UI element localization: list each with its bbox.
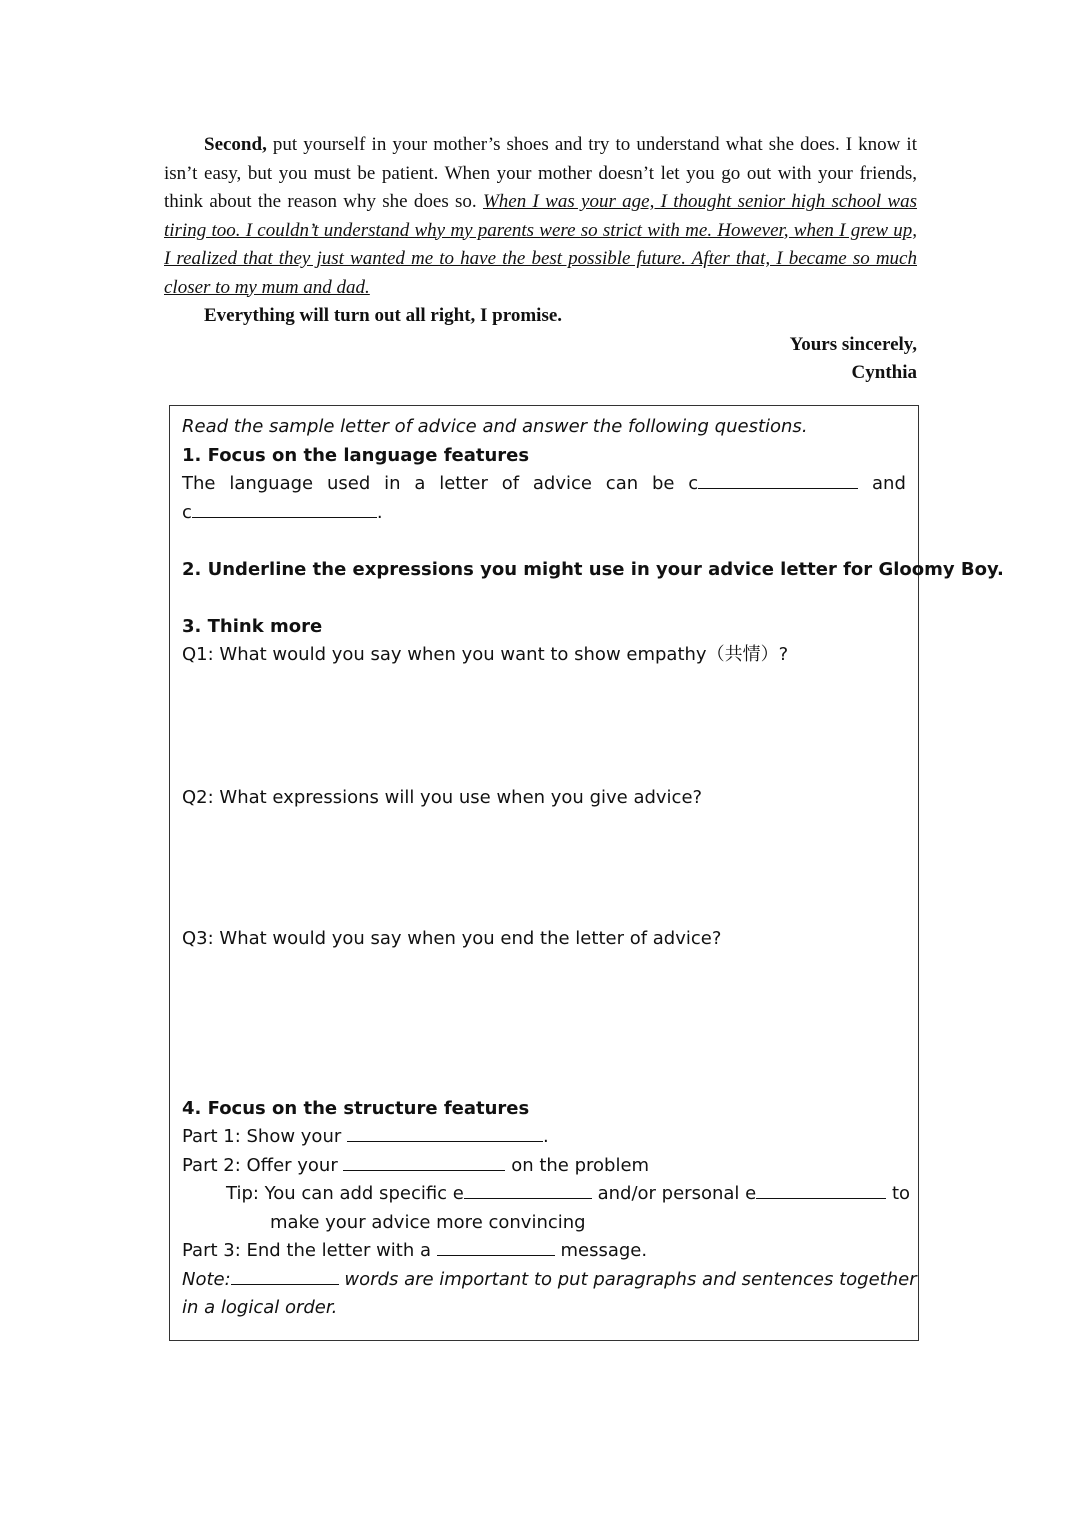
- word: in: [384, 473, 401, 494]
- sample-letter: [164, 131, 917, 388]
- language-features-row-2: [182, 499, 906, 528]
- question-3: Q3: What would you say when you end the letter of advice?: [182, 928, 722, 949]
- underlined-example: When I was your age, I thought senior high school was tiring too. I couldn’t understand why my parents were so strict with me. However, when I grew up, I realized that they just wanted me to have the best possible future. After that, I became so much closer to my mum and dad.: [164, 191, 917, 298]
- section-1-heading: 1. Focus on the language features: [182, 444, 530, 466]
- answer-space-q3[interactable]: [182, 954, 906, 1095]
- part-label: Part 2: Offer your: [182, 1154, 338, 1176]
- paragraph-text: put yourself in your mother’s shoes and try to understand what she does. I know it isn’t easy, but you must be patient. When your mother doesn’t let you go out with your friends, think about the reason why she does so.: [164, 134, 917, 212]
- answer-blank[interactable]: [698, 470, 858, 489]
- part-1-row: [182, 1123, 906, 1152]
- note-label: Note:: [182, 1268, 231, 1290]
- tip-row-2: make your advice more convincing: [270, 1211, 586, 1233]
- part-text: message.: [560, 1240, 648, 1261]
- answer-space-q2[interactable]: [182, 812, 906, 925]
- paragraph-lead: Second,: [204, 134, 267, 155]
- answer-blank[interactable]: [464, 1180, 592, 1199]
- note-row: [182, 1266, 917, 1295]
- blank-prefix: c: [182, 501, 192, 523]
- word: advice: [532, 473, 592, 494]
- word: of: [501, 473, 520, 494]
- part-text: on the problem: [511, 1154, 650, 1176]
- section-4-heading: 4. Focus on the structure features: [182, 1097, 530, 1119]
- punctuation: .: [543, 1126, 549, 1147]
- letter-signature: Cynthia: [851, 362, 917, 383]
- word: used: [326, 473, 371, 494]
- word: a: [414, 473, 426, 494]
- word: and: [872, 473, 906, 494]
- part-2-row: [182, 1152, 906, 1181]
- note-row-2: in a logical order.: [182, 1297, 338, 1318]
- part-label: Part 3: End the letter with a: [182, 1240, 432, 1261]
- question-1: Q1: What would you say when you want to show empathy（共情）?: [182, 644, 789, 665]
- word: letter: [439, 473, 488, 494]
- part-3-row: [182, 1237, 906, 1266]
- letter-paragraph-second: [164, 131, 917, 302]
- letter-closing-line: Everything will turn out all right, I promise.: [204, 305, 563, 326]
- word: language: [229, 473, 314, 494]
- answer-blank[interactable]: [192, 499, 377, 518]
- word: The: [182, 473, 216, 494]
- word: can: [605, 473, 639, 494]
- task-box: [169, 405, 1004, 1341]
- letter-signoff: Yours sincerely,: [789, 333, 917, 355]
- answer-space-q1[interactable]: [182, 670, 906, 784]
- task-intro: Read the sample letter of advice and answer the following questions.: [182, 416, 808, 437]
- answer-blank[interactable]: [437, 1237, 555, 1256]
- section-3-heading: 3. Think more: [182, 615, 323, 637]
- feature-blank-1-group: [688, 470, 858, 499]
- answer-blank[interactable]: [231, 1266, 339, 1285]
- answer-blank[interactable]: [347, 1123, 543, 1142]
- language-features-row: [182, 470, 906, 499]
- answer-blank[interactable]: [343, 1152, 505, 1171]
- tip-text: to: [891, 1183, 911, 1204]
- question-2: Q2: What expressions will you use when you give advice?: [182, 786, 703, 808]
- tip-text: Tip: You can add specific e: [226, 1183, 464, 1204]
- answer-blank[interactable]: [756, 1180, 886, 1199]
- tip-text: and/or personal e: [597, 1183, 757, 1204]
- section-2-heading: 2. Underline the expressions you might use in your advice letter for Gloomy Boy.: [182, 558, 1004, 580]
- word: be: [651, 473, 675, 494]
- punctuation: .: [376, 501, 383, 523]
- blank-prefix: c: [688, 473, 699, 494]
- part-label: Part 1: Show your: [182, 1126, 342, 1147]
- note-text: words are important to put paragraphs and sentences together: [344, 1268, 917, 1290]
- tip-row: [182, 1180, 911, 1209]
